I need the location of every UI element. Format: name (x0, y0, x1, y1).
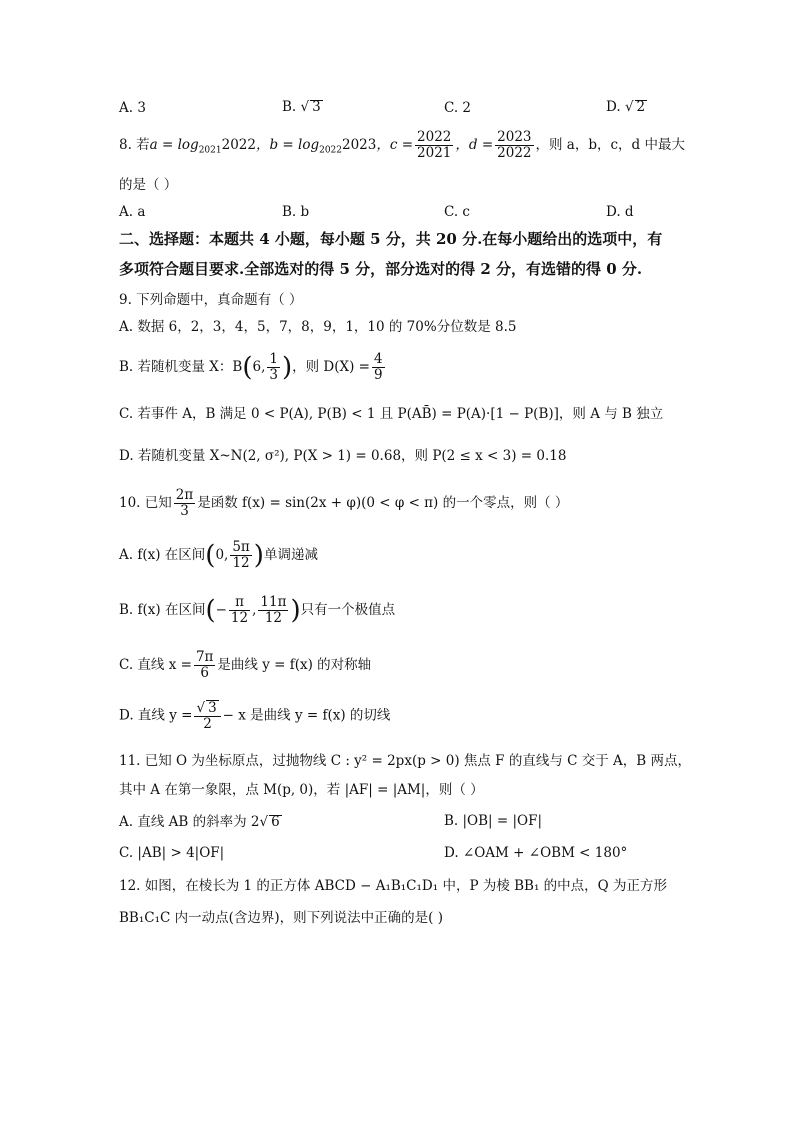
q10-stem-tail: 是函数 f(x) = sin(2x + φ)(0 < φ < π) 的一个零点，则（ ） (197, 494, 569, 511)
q8-d-fraction: $\frac{2023}{2022}$ (497, 129, 532, 161)
q7-option-b: B. √ 3 (282, 99, 321, 115)
q10-option-d-label: D. 直线 y = (119, 707, 193, 724)
q10-number: 10. 已知 (119, 494, 172, 511)
q10-option-a-tail: 单调递减 (263, 546, 318, 563)
q10-option-a: A. f(x) 在区间(0, $\frac{5\pi}{12}$ )单调递减 (119, 539, 318, 571)
q9-stem: 9. 下列命题中，真命题有（ ） (119, 292, 303, 308)
q9-option-a: A. 数据 6，2，3，4，5，7，8，9，1，10 的 70%分位数是 8.5 (119, 319, 517, 335)
q8-stem-line2: 的是（ ） (119, 177, 178, 193)
q10-option-c-label: C. 直线 x = (119, 656, 192, 673)
q9-option-b-mid: ，则 D(X) = (292, 358, 370, 375)
q10-option-c-fraction: $\frac{7\pi}{6}$ (195, 649, 214, 681)
q10-option-d (119, 700, 390, 732)
q10-option-c-tail: 是曲线 y = f(x) 的对称轴 (217, 656, 372, 673)
q10-option-c (119, 650, 371, 681)
q8-c-fraction: $\frac{2022}{2021}$ (417, 129, 452, 161)
q9-option-b-args: 6, (252, 358, 266, 375)
q8-number: 8. 若 (119, 136, 150, 153)
q8-option-d: D. d (606, 204, 634, 220)
q7-option-d: D. √ 2 (606, 99, 646, 115)
q8-option-c: C. c (444, 204, 470, 220)
q11-option-a-radicand: 6 (271, 814, 280, 830)
q9-option-b-label: B. 若随机变量 X：B (119, 358, 243, 375)
q10-option-b: B. f(x) 在区间(− $\frac{\pi}{12}$ , $\frac{11\pi}{12}$ )只有一个极值点 (119, 594, 396, 626)
q7-option-d-radicand: 2 (636, 99, 646, 115)
section2-heading-line1: 二、选择题：本题共 4 小题，每小题 5 分，共 20 分.在每小题给出的选项中，有 (119, 230, 663, 248)
q11-stem-line1: 11. 已知 O 为坐标原点，过抛物线 C : y² = 2px(p > 0) 焦点 F 的直线与 C 交于 A，B 两点， (119, 753, 692, 769)
q7-option-c: C. 2 (444, 100, 472, 116)
q7-option-b-radicand: 3 (312, 99, 321, 115)
q8-c-expr: ，c = (376, 136, 414, 153)
q9-option-b-result: $\frac{4}{9}$ (374, 351, 383, 383)
q10-option-b-fraction2: $\frac{11\pi}{12}$ (260, 594, 287, 626)
q10-zero-fraction: $\frac{2\pi}{3}$ (175, 487, 194, 519)
q8-a-expr: a = log (149, 136, 199, 153)
q12-stem-line2: BB₁C₁C 内一动点(含边界)，则下列说法中正确的是( ) (119, 910, 443, 926)
q8-b-base: 2022 (319, 145, 342, 156)
q8-option-b: B. b (282, 204, 310, 220)
q11-option-c: C. |AB| > 4|OF| (119, 845, 225, 861)
q10-option-a-label: A. f(x) 在区间 (119, 546, 206, 563)
q10-option-b-tail: 只有一个极值点 (300, 601, 396, 618)
q11-option-a-label: A. 直线 AB 的斜率为 2 (119, 814, 260, 830)
q7-option-b-label: B. (282, 99, 301, 115)
q11-option-a: A. 直线 AB 的斜率为 2√ 6 (119, 814, 280, 830)
q9-option-b: B. 若随机变量 X：B(6, $\frac{1}{3}$ )，则 D(X) = $\frac{4}{9}$ (119, 351, 383, 383)
q10-option-b-fraction1: $\frac{\pi}{12}$ (230, 594, 249, 626)
q8-stem-tail: ，则 a，b，c，d 中最大 (535, 136, 685, 153)
q7-option-d-label: D. (606, 99, 625, 115)
q10-option-a-fraction: $\frac{5\pi}{12}$ (232, 539, 250, 571)
q7-option-a: A. 3 (119, 100, 146, 116)
q9-option-c: C. 若事件 A，B 满足 0 < P(A), P(B) < 1 且 P(AB̄) = P(A)·[1 − P(B)]，则 A 与 B 独立 (119, 406, 664, 422)
q10-stem (119, 488, 568, 519)
q11-stem-line2: 其中 A 在第一象限，点 M(p, 0)，若 |AF| = |AM|，则（ ） (119, 782, 484, 798)
q8-d-expr: ，d = (455, 136, 494, 153)
q8-b-expr: ，b = log (255, 136, 320, 153)
q8-b-arg: 2023 (342, 136, 377, 153)
q8-stem (119, 130, 685, 161)
q9-option-d: D. 若随机变量 X~N(2, σ²), P(X > 1) = 0.68，则 P(2 ≤ x < 3) = 0.18 (119, 448, 567, 464)
q10-option-b-label: B. f(x) 在区间 (119, 601, 206, 618)
q10-option-d-tail: − x 是曲线 y = f(x) 的切线 (222, 707, 391, 724)
q11-option-d: D. ∠OAM + ∠OBM < 180° (444, 845, 628, 861)
q8-option-a: A. a (119, 204, 146, 220)
q9-option-b-fraction: $\frac{1}{3}$ (269, 351, 278, 383)
q10-option-d-fraction: $\frac{√ 3}{2}$ (194, 700, 220, 732)
q8-a-arg: 2022 (221, 136, 256, 153)
q11-option-b: B. |OB| = |OF| (444, 813, 543, 829)
q8-a-base: 2021 (198, 145, 222, 156)
q12-stem-line1: 12. 如图，在棱长为 1 的正方体 ABCD − A₁B₁C₁D₁ 中，P 为棱 BB₁ 的中点，Q 为正方形 (119, 878, 668, 894)
section2-heading-line2: 多项符合题目要求.全部选对的得 5 分，部分选对的得 2 分，有选错的得 0 分. (119, 260, 643, 278)
